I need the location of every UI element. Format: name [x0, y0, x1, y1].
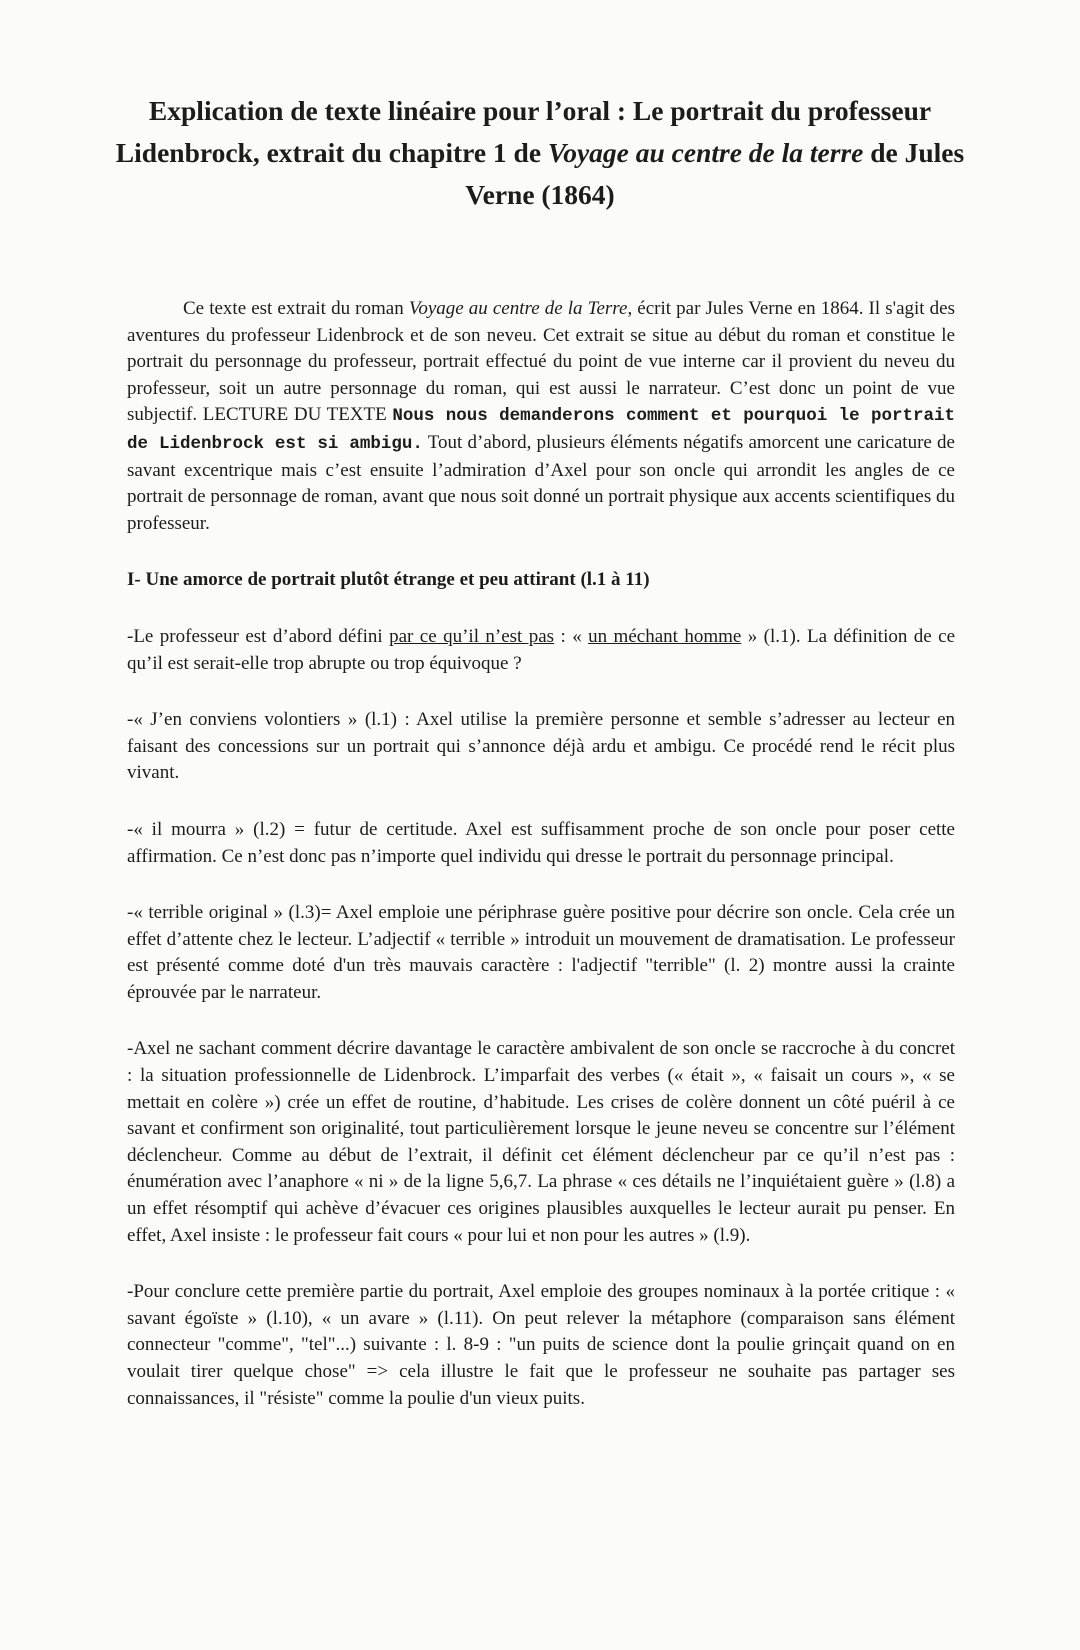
- analysis-paragraph: -Axel ne sachant comment décrire davantage le caractère ambivalent de son oncle se raccroche à du concret : la situation professionnelle de Lidenbrock. L’imparfait des verbes (« était », « faisait un cours », « se mettait en colère ») crée un effet de routine, d’habitude. Les crises de colère donnent un côté puéril à ce savant et confirment son originalité, tout particulièrement lorsque le jeune neveu se concentre sur l’élément déclencheur. Comme au début de l’extrait, il définit cet élément déclencheur par ce qu’il n’est pas : énumération avec l’anaphore « ni » de la ligne 5,6,7. La phrase « ces détails ne l’inquiétaient guère » (l.8) a un effet résomptif qui achève d’évacuer ces origines plausibles auxquelles le lecteur aurait pu penser. En effet, Axel insiste : le professeur fait cours « pour lui et non pour les autres » (l.9).: [127, 1038, 955, 1246]
- document-title: [110, 90, 970, 216]
- title-text: Explication de texte linéaire pour l’oral : Le portrait du professeur Lidenbrock, extrait du chapitre 1 de: [115, 95, 932, 168]
- problematic-statement: Nous nous demanderons comment et pourquoi le portrait de Lidenbrock est si ambigu.: [127, 406, 955, 454]
- underlined-quote: un méchant homme: [588, 625, 742, 647]
- document-body: [127, 296, 955, 1412]
- analysis-paragraph: -« il mourra » (l.2) = futur de certitude. Axel est suffisamment proche de son oncle pour poser cette affirmation. Ce n’est donc pas n’importe quel individu qui dresse le portrait du personnage principal.: [127, 818, 955, 867]
- section-heading: I- Une amorce de portrait plutôt étrange et peu attirant (l.1 à 11): [127, 569, 650, 591]
- underlined-phrase: par ce qu’il n’est pas: [389, 625, 555, 647]
- novel-title: Voyage au centre de la Terre: [408, 298, 628, 319]
- analysis-paragraph: -« terrible original » (l.3)= Axel emploie une périphrase guère positive pour décrire son oncle. Cela crée un effet d’attente chez le lecteur. L’adjectif « terrible » introduit un mouvement de dramatisation. Le professeur est présenté comme doté d'un très mauvais caractère : l'adjectif "terrible" (l. 2) montre aussi la crainte éprouvée par le narrateur.: [127, 902, 955, 1003]
- analysis-paragraph: -« J’en conviens volontiers » (l.1) : Axel utilise la première personne et semble s’adresser au lecteur en faisant des concessions sur un portrait qui s’annonce déjà ardu et ambigu. Ce procédé rend le récit plus vivant.: [127, 709, 955, 784]
- analysis-paragraph: -Pour conclure cette première partie du portrait, Axel emploie des groupes nominaux à la portée critique : « savant égoïste » (l.10), « un avare » (l.11). On peut relever la métaphore (comparaison sans élément connecteur "comme", "tel"...) suivante : l. 8-9 : "un puits de science dont la poulie grinçait quand on en voulait tirer quelque chose" => cela illustre le fait que le professeur ne souhaite pas partager ses connaissances, il "résiste" comme la poulie d'un vieux puits.: [127, 1281, 955, 1409]
- intro-paragraph: Ce texte est extrait du roman Voyage au centre de la Terre, écrit par Jules Verne en 1864. Il s'agit des aventures du professeur Lidenbrock et de son neveu. Cet extrait se situe au début du roman et constitue le portrait du personnage du professeur, portrait effectué du point de vue interne car il provient du neveu du professeur, soit un autre personnage du roman, qui est aussi le narrateur. C’est donc un point de vue subjectif. LECTURE DU TEXTE Nous nous demanderons comment et pourquoi le portrait de Lidenbrock est si ambigu. Tout d’abord, plusieurs éléments négatifs amorcent une caricature de savant excentrique mais c’est ensuite l’admiration d’Axel pour son oncle qui arrondit les angles de ce portrait de personnage de roman, avant que nous soit donné un portrait physique aux accents scientifiques du professeur.: [127, 298, 955, 534]
- title-book-name: Voyage au centre de la terre: [547, 137, 864, 168]
- analysis-paragraph: -Le professeur est d’abord défini par ce qu’il n’est pas : « un méchant homme » (l.1). La définition de ce qu’il est serait-elle trop abrupte ou trop équivoque ?: [127, 625, 955, 674]
- title-author-year: de Jules Verne (1864): [465, 137, 965, 210]
